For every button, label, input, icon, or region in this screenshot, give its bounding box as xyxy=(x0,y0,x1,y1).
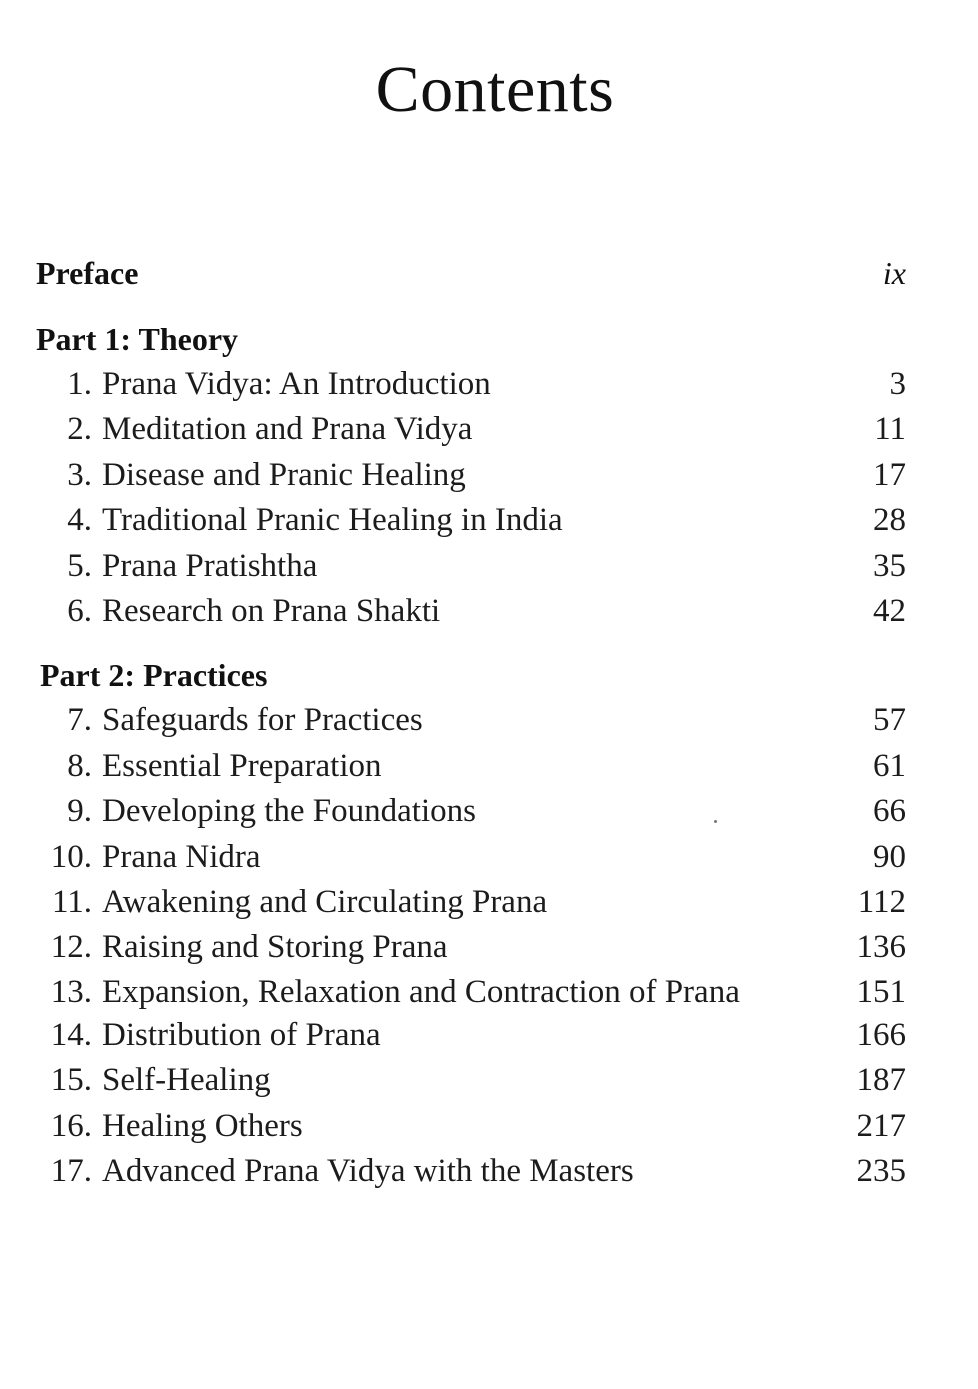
part-1-heading: Part 1: Theory xyxy=(36,321,239,357)
chapter-title: Essential Preparation xyxy=(102,747,382,784)
chapter-number: 8. xyxy=(67,747,92,784)
toc-entry[interactable] xyxy=(36,407,906,452)
toc-entry[interactable] xyxy=(36,362,906,407)
chapter-number: 6. xyxy=(67,593,92,630)
chapter-number: 3. xyxy=(67,456,92,493)
chapter-title: Expansion, Relaxation and Contraction of Prana xyxy=(102,973,740,1010)
page-number: 35 xyxy=(873,547,906,584)
chapter-number: 12. xyxy=(50,929,92,966)
page-number: 11 xyxy=(874,411,906,448)
toc-entry[interactable] xyxy=(36,698,906,743)
page-title: Contents xyxy=(375,53,615,126)
chapter-title: Healing Others xyxy=(102,1107,303,1144)
page-number: 90 xyxy=(873,838,906,875)
chapter-number: 15. xyxy=(50,1062,92,1099)
chapter-title: Research on Prana Shakti xyxy=(102,593,441,630)
chapter-number: 2. xyxy=(67,411,92,448)
page-number: 187 xyxy=(856,1062,906,1099)
toc-entry[interactable] xyxy=(36,589,906,634)
chapter-number: 10. xyxy=(50,838,92,875)
page-number: 136 xyxy=(856,929,906,966)
toc-entry[interactable] xyxy=(36,744,906,789)
page-number: 66 xyxy=(873,793,906,830)
preface-page-number: ix xyxy=(882,255,906,291)
chapter-title: Traditional Pranic Healing in India xyxy=(102,502,563,539)
toc-entry[interactable] xyxy=(36,544,906,589)
chapter-title: Meditation and Prana Vidya xyxy=(102,411,473,448)
chapter-title: Prana Nidra xyxy=(102,838,261,875)
page-number: 3 xyxy=(889,366,906,402)
page-number: 57 xyxy=(873,702,906,739)
preface-title: Preface xyxy=(36,255,139,291)
page-number: 28 xyxy=(873,502,906,539)
toc-entry[interactable] xyxy=(36,925,906,970)
chapter-number: 14. xyxy=(50,1016,92,1053)
part-2-heading: Part 2: Practices xyxy=(40,657,268,694)
toc-entry[interactable] xyxy=(36,971,906,1013)
chapter-number: 1. xyxy=(67,366,92,402)
chapter-number: 7. xyxy=(67,702,92,739)
page-number: 235 xyxy=(856,1153,906,1190)
chapter-number: 16. xyxy=(50,1107,92,1144)
toc-entry[interactable] xyxy=(36,1058,906,1103)
chapter-number: 5. xyxy=(67,547,92,584)
toc-entry[interactable] xyxy=(36,880,906,925)
chapter-number: 13. xyxy=(50,973,92,1010)
toc-entry[interactable] xyxy=(36,1013,906,1058)
toc-entry[interactable] xyxy=(36,835,906,880)
page-number: 42 xyxy=(873,593,906,630)
toc-entry-preface[interactable] xyxy=(36,250,906,296)
chapter-title: Prana Pratishtha xyxy=(102,547,318,584)
chapter-number: 11. xyxy=(51,884,92,921)
chapter-title: Raising and Storing Prana xyxy=(102,929,448,966)
chapter-title: Developing the Foundations xyxy=(102,793,476,830)
toc-entry[interactable] xyxy=(36,1149,906,1194)
part-1-entries xyxy=(36,362,906,634)
chapter-number: 4. xyxy=(67,502,92,539)
page-number: 61 xyxy=(873,747,906,784)
toc-entry[interactable] xyxy=(36,1104,906,1149)
chapter-title: Safeguards for Practices xyxy=(102,702,423,739)
page-number: 112 xyxy=(857,884,906,921)
chapter-title: Disease and Pranic Healing xyxy=(102,456,466,493)
part-2-entries xyxy=(36,698,906,1194)
chapter-number: 9. xyxy=(67,793,92,830)
chapter-title: Prana Vidya: An Introduction xyxy=(102,366,491,402)
toc-entry[interactable] xyxy=(36,453,906,498)
chapter-title: Advanced Prana Vidya with the Masters xyxy=(102,1153,634,1190)
chapter-title: Awakening and Circulating Prana xyxy=(102,884,548,921)
chapter-number: 17. xyxy=(50,1153,92,1190)
chapter-title: Distribution of Prana xyxy=(102,1016,381,1053)
page-number: 166 xyxy=(856,1016,906,1053)
page-number: 17 xyxy=(873,456,906,493)
page-number: 217 xyxy=(856,1107,906,1144)
table-of-contents xyxy=(36,250,906,1195)
chapter-title: Self-Healing xyxy=(102,1062,271,1099)
print-speck xyxy=(714,820,717,823)
page-number: 151 xyxy=(856,973,906,1010)
toc-entry[interactable] xyxy=(36,498,906,543)
toc-entry[interactable] xyxy=(36,789,906,834)
